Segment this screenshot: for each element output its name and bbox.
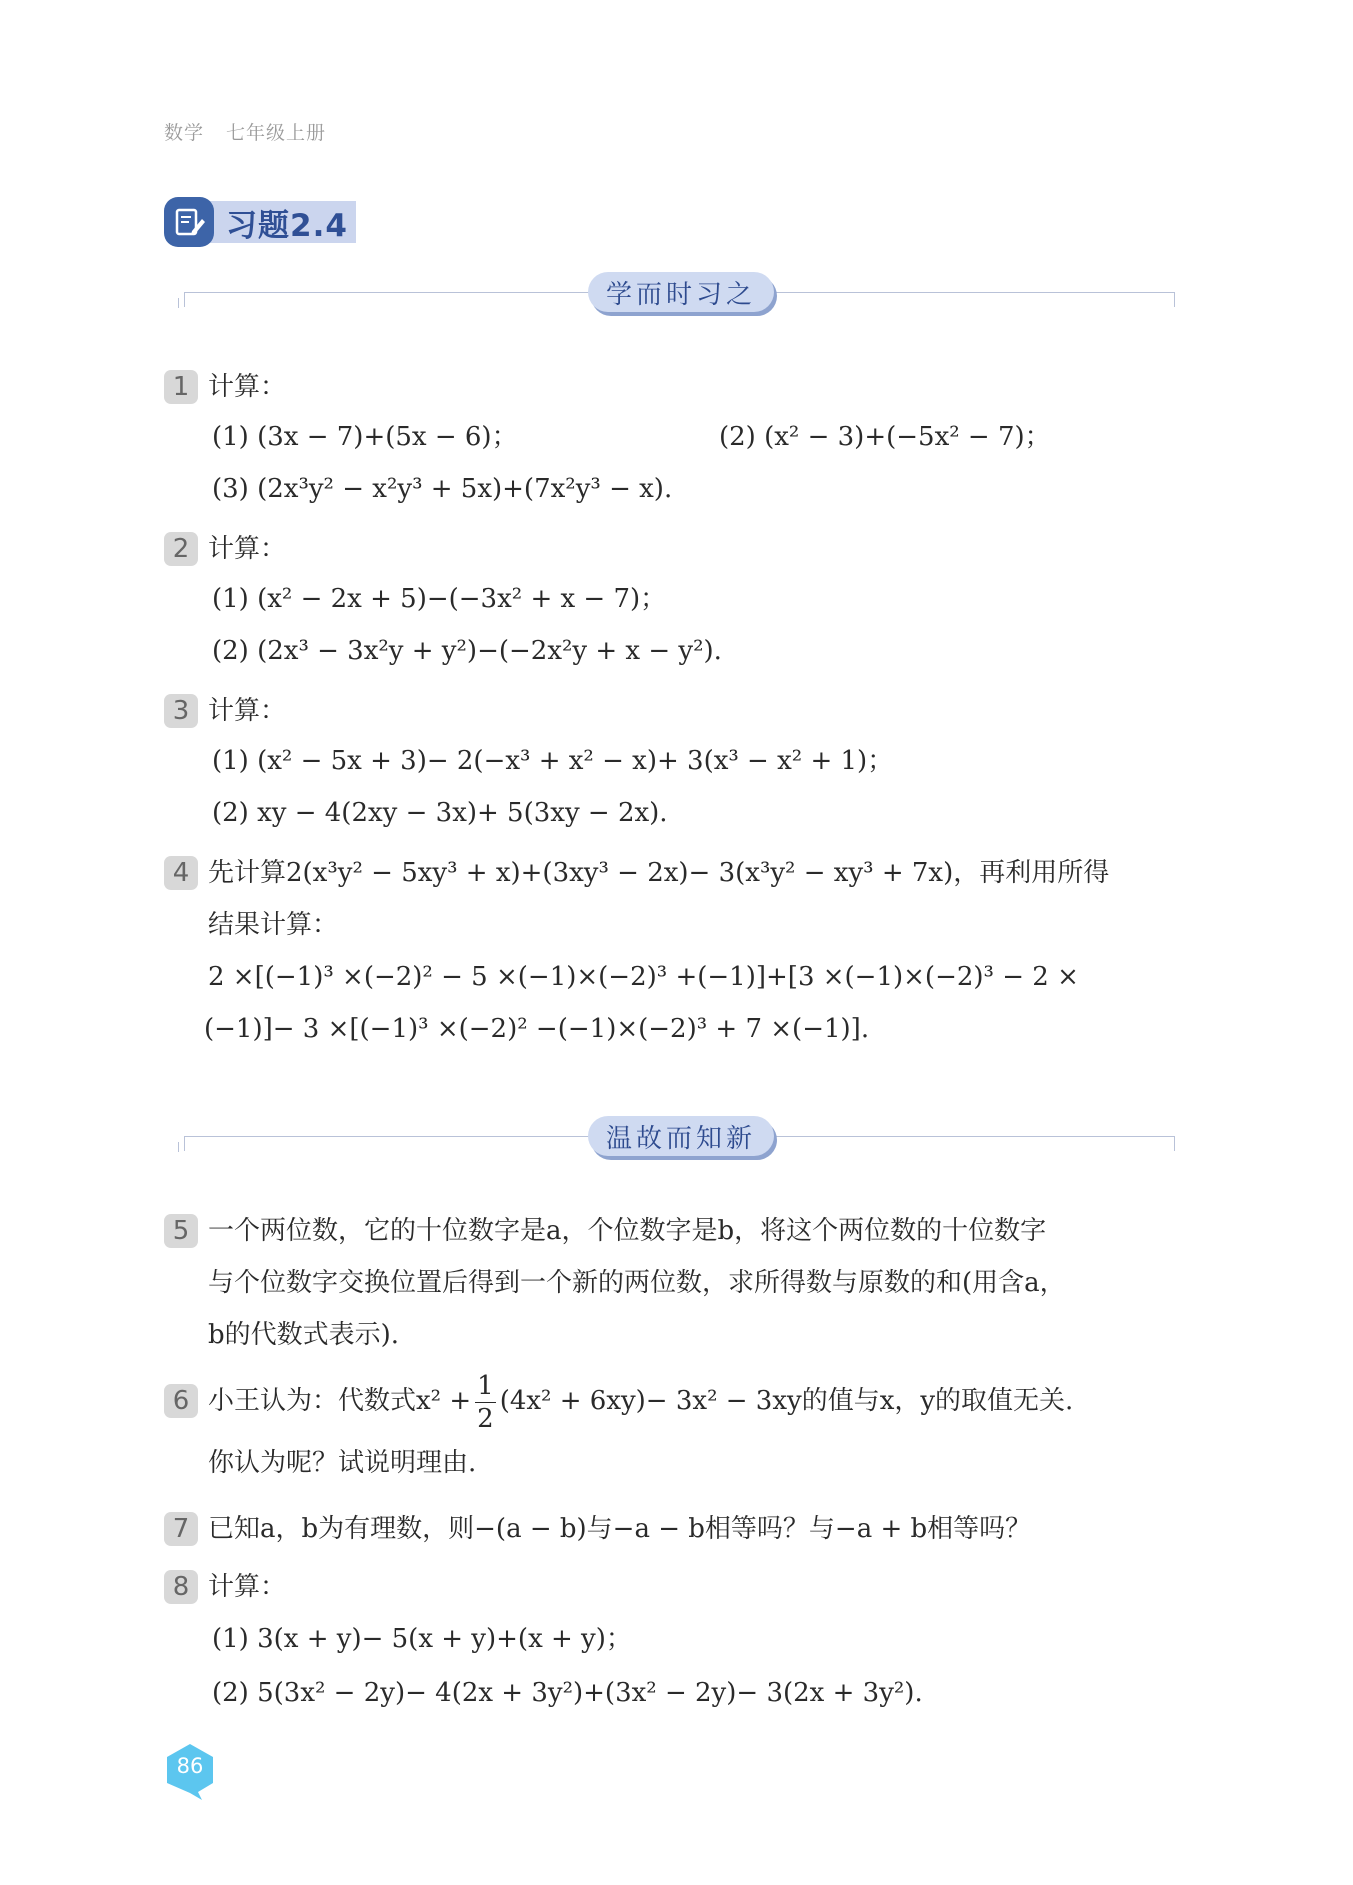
problem-text: (−1)]− 3 ×[(−1)³ ×(−2)² −(−1)×(−2)³ + 7 ×(−1)]. (204, 1014, 870, 1044)
problem-stem: 计算： (208, 1572, 287, 1602)
section-title: 温故而知新 (588, 1116, 774, 1156)
expression-text: (4x² + 6xy)− 3x² − 3xy的值与x，y的取值无关. (499, 1386, 1074, 1416)
sub-question: (2) xy − 4(2xy − 3x)+ 5(3xy − 2x). (212, 798, 668, 828)
problem-number: 7 (164, 1512, 198, 1546)
problem-number: 1 (164, 370, 198, 404)
problem-text: b的代数式表示). (208, 1320, 400, 1350)
problem-number: 5 (164, 1214, 198, 1248)
sub-question: (2) 5(3x² − 2y)− 4(2x + 3y²)+(3x² − 2y)− 3(2x + 3y²). (212, 1678, 923, 1708)
sub-question: (1) (x² − 2x + 5)−(−3x² + x − 7)； (212, 584, 667, 614)
page-number-badge (164, 1742, 216, 1802)
section-title: 学而时习之 (588, 272, 774, 312)
problem-text: 结果计算： (208, 910, 339, 940)
problem-number: 2 (164, 532, 198, 566)
fraction-denominator: 2 (477, 1403, 494, 1434)
section-header-review (170, 268, 1175, 328)
problem-text: 与个位数字交换位置后得到一个新的两位数，求所得数与原数的和(用含a， (208, 1268, 1066, 1298)
sub-question: (1) (3x − 7)+(5x − 6)； (212, 422, 518, 452)
problem-text: 2 ×[(−1)³ ×(−2)² − 5 ×(−1)×(−2)³ +(−1)]+[3 ×(−1)×(−2)³ − 2 × (208, 962, 1079, 992)
exercise-title (164, 198, 356, 246)
problem-number: 8 (164, 1570, 198, 1604)
section-header-new (170, 1112, 1175, 1172)
expression-text: 小王认为：代数式x² + (208, 1386, 472, 1416)
problem-number: 6 (164, 1384, 198, 1418)
divider-tick (178, 1142, 185, 1152)
fraction (475, 1370, 496, 1434)
problem-stem: 计算： (208, 534, 287, 564)
problem-number: 3 (164, 694, 198, 728)
problem-stem: 计算： (208, 372, 287, 402)
problem-text (208, 1370, 1073, 1432)
sub-question: (1) (x² − 5x + 3)− 2(−x³ + x² − x)+ 3(x³ − x² + 1)； (212, 746, 894, 776)
problem-text: 一个两位数，它的十位数字是a，个位数字是b，将这个两位数的十位数字 (208, 1216, 1047, 1246)
problem-text: 你认为呢？试说明理由. (208, 1448, 477, 1478)
page-number: 86 (176, 1754, 204, 1778)
subject-label: 数学 (164, 122, 205, 144)
sub-question: (1) 3(x + y)− 5(x + y)+(x + y)； (212, 1624, 632, 1654)
exercise-title-text: 习题2.4 (204, 201, 356, 243)
divider-tick (178, 298, 185, 308)
problem-stem: 计算： (208, 696, 287, 726)
problem-text: 先计算2(x³y² − 5xy³ + x)+(3xy³ − 2x)− 3(x³y² − xy³ + 7x)，再利用所得 (208, 858, 1110, 888)
pencil-note-icon (164, 197, 214, 247)
sub-question: (2) (x² − 3)+(−5x² − 7)； (719, 422, 1051, 452)
grade-label: 七年级上册 (226, 122, 327, 144)
sub-question: (3) (2x³y² − x²y³ + 5x)+(7x²y³ − x). (212, 474, 673, 504)
running-header (164, 118, 326, 145)
problem-text: 已知a，b为有理数，则−(a − b)与−a − b相等吗？与−a + b相等吗？ (208, 1514, 1032, 1544)
sub-question: (2) (2x³ − 3x²y + y²)−(−2x²y + x − y²). (212, 636, 722, 666)
fraction-numerator: 1 (477, 1370, 494, 1401)
problem-number: 4 (164, 856, 198, 890)
